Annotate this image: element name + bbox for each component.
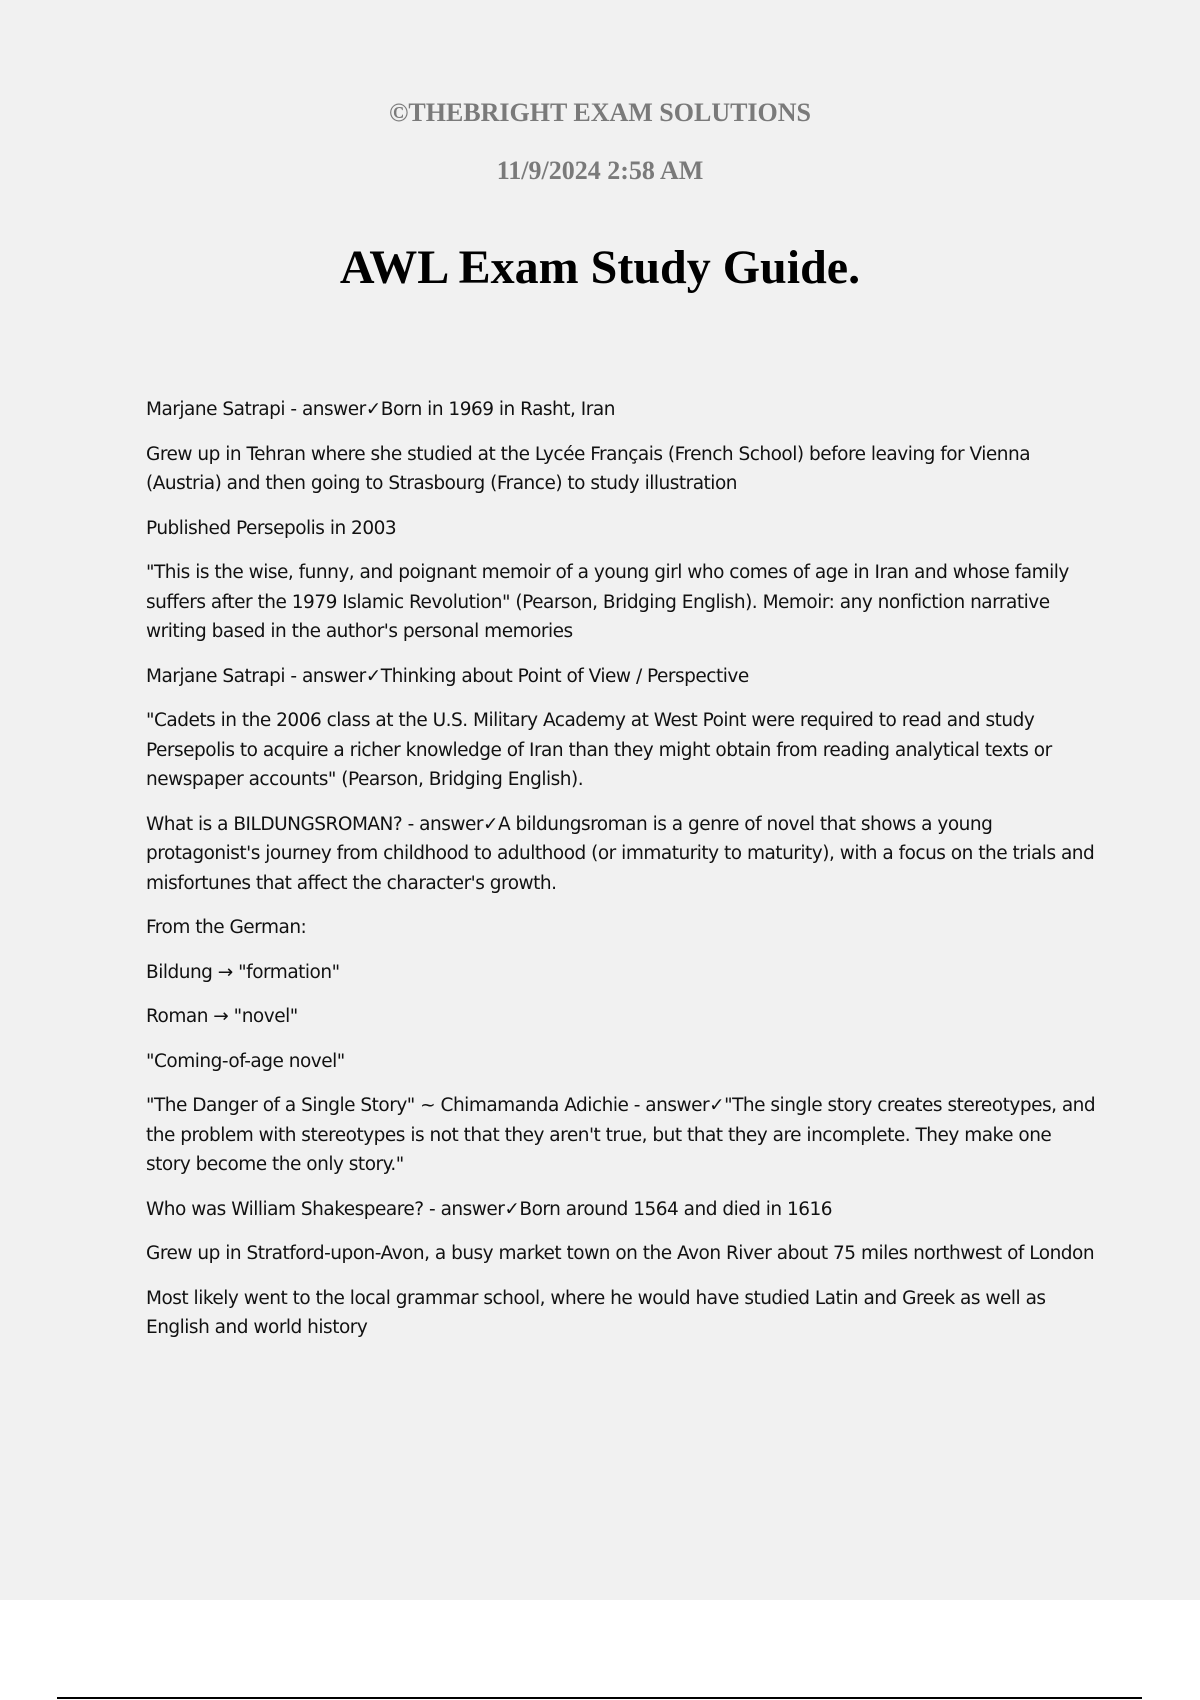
- paragraph: Roman → "novel": [146, 1006, 298, 1027]
- paragraph: Most likely went to the local grammar school, where he would have studied Latin and Greek as well as English and world history: [146, 1287, 1046, 1338]
- paragraph: Bildung → "formation": [146, 961, 340, 983]
- paragraph: "Cadets in the 2006 class at the U.S. Military Academy at West Point were required to read and study Persepolis to acquire a richer knowledge of Iran than they might obtain from reading analytical texts or newspaper accounts" (Pearson, Bridging English).: [146, 710, 1052, 790]
- paragraph: Published Persepolis in 2003: [146, 517, 397, 539]
- paragraph: Marjane Satrapi - answer✓Thinking about Point of View / Perspective: [146, 665, 749, 687]
- paragraph: Grew up in Tehran where she studied at the Lycée Français (French School) before leaving for Vienna (Austria) and then going to Strasbourg (France) to study illustration: [146, 443, 1031, 494]
- header-timestamp: 11/9/2024 2:58 AM: [496, 156, 704, 185]
- document-title: AWL Exam Study Guide.: [339, 241, 861, 294]
- paragraph: What is a BILDUNGSROMAN? - answer✓A bildungsroman is a genre of novel that shows a young protagonist's journey from childhood to adulthood (or immaturity to maturity), with a focus on the trials and misfortunes that affect the character's growth.: [146, 813, 1095, 894]
- footer-rule: [57, 1697, 1142, 1699]
- paragraph: "The Danger of a Single Story" ~ Chimamanda Adichie - answer✓"The single story creates stereotypes, and the problem with stereotypes is not that they aren't true, but that they are incomplete. They make one story become the only story.": [146, 1095, 1096, 1175]
- paragraph: "This is the wise, funny, and poignant memoir of a young girl who comes of age in Iran and whose family suffers after the 1979 Islamic Revolution" (Pearson, Bridging English). Memoir: any nonfiction narrative writing based in the author's personal memories: [146, 562, 1069, 642]
- paragraph: Marjane Satrapi - answer✓Born in 1969 in Rasht, Iran: [146, 399, 615, 420]
- header-brand: ©THEBRIGHT EXAM SOLUTIONS: [388, 98, 812, 127]
- document-body: [146, 395, 1096, 1358]
- paragraph: "Coming-of-age novel": [146, 1050, 345, 1072]
- paragraph: Grew up in Stratford-upon-Avon, a busy market town on the Avon River about 75 miles northwest of London: [146, 1243, 1095, 1264]
- paragraph: Who was William Shakespeare? - answer✓Born around 1564 and died in 1616: [146, 1198, 833, 1220]
- paragraph: From the German:: [146, 917, 307, 938]
